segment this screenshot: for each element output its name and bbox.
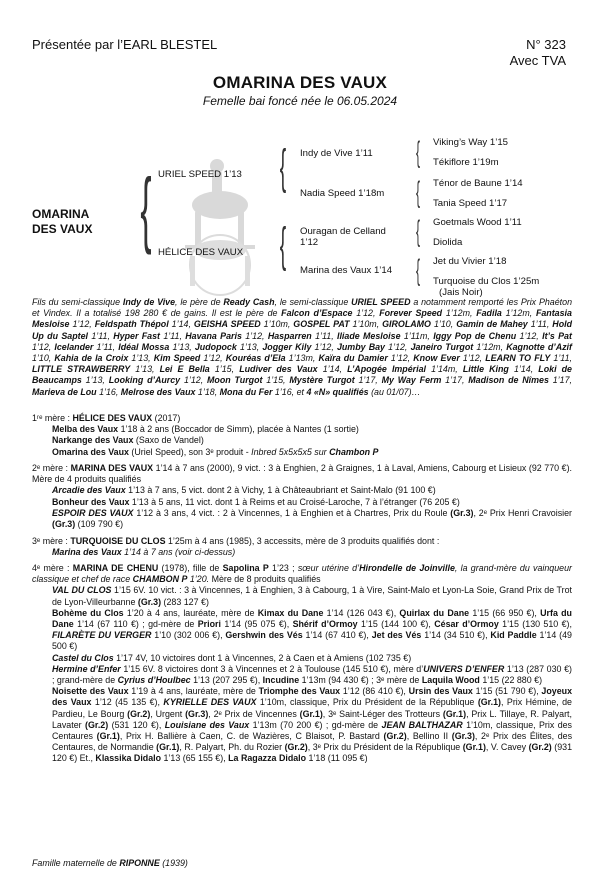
pedigree-bracket-dam: { — [279, 219, 287, 272]
second-dam-header: 2ᵉ mère : MARINA DES VAUX 1’14 à 7 ans (2000), 9 vict. : 3 à Enghien, 2 à Graignes, 1 à Laval, Amiens, Cabourg et Lisieux (92 770 €). Mère de 4 produits qualifiés — [32, 463, 572, 485]
pedigree-dd: Marina des Vaux 1’14 — [300, 265, 393, 276]
list-item: VAL DU CLOS 1’15 6V. 10 vict. : 3 à Vincennes, 1 à Enghien, 3 à Cabourg, 1 à Vire, Saint-Malo et Lyon-La Soie, Grand Prix de Trot de Lyon-Villeurbanne (Gr.3) (283 127 €) — [52, 585, 572, 607]
pedigree-bracket-main: { — [140, 161, 152, 255]
first-dam-section — [32, 413, 572, 458]
pedigree-horse-name: OMARINA DES VAUX — [32, 207, 93, 236]
fourth-dam-header: 4ᵉ mère : MARINA DE CHENU (1978), fille de Sapolina P 1’23 ; sœur utérine d’Hirondelle de Joinville, la grand-mère du vainqueur classique et chef de race CHAMBON P 1’20. Mère de 8 produits qualifiés — [32, 563, 573, 585]
first-dam-header: 1ʳᵉ mère : HÉLICE DES VAUX (2017) — [32, 413, 181, 423]
pedigree-dss: Goetmals Wood 1’11 — [433, 217, 522, 228]
pedigree-dam: HÉLICE DES VAUX — [158, 247, 244, 258]
pedigree-ds: Ouragan de Celland 1’12 — [300, 226, 386, 248]
pedigree-bracket-ds: { — [416, 215, 421, 248]
pedigree-sds: Ténor de Baune 1’14 — [433, 178, 523, 189]
list-item: Bonheur des Vaux 1’13 à 5 ans, 11 vict. dont 1 à Reims et au Croisé-Laroche, 7 à l’étranger (76 205 €) — [52, 496, 460, 507]
list-item: Marina des Vaux 1’14 à 7 ans (voir ci-dessus) — [52, 547, 236, 558]
list-item: Narkange des Vaux (Saxo de Vandel) — [52, 435, 204, 446]
third-dam-section — [32, 536, 572, 558]
pedigree-bracket-sd: { — [416, 176, 421, 209]
lot-info — [510, 37, 566, 69]
list-item: Hermine d’Enfer 1’15 6V. 8 victoires dont 3 à Vincennes et 2 à Toulouse (145 510 €), mère d’UNIVERS D’ENFER 1’13 (287 030 €) ; grand-mère de Cyrius d’Houlbec 1’13 (207 295 €), Incudine 1’13m (94 430 €) ; 3ᵉ mère de Laquila Wood 1’15 (22 880 €) — [52, 663, 573, 686]
pedigree-sdd: Tania Speed 1’17 — [433, 198, 508, 209]
third-dam-header: 3ᵉ mère : TURQUOISE DU CLOS 1’25m à 4 ans (1985), 3 accessits, mère de 3 produits qualifiés dont : — [32, 536, 440, 546]
presenter: Présentée par l’EARL BLESTEL — [32, 37, 218, 52]
list-item: Noisette des Vaux 1’19 à 4 ans, lauréate, mère de Triomphe des Vaux 1’12 (86 410 €), Ursin des Vaux 1’15 (51 790 €), Joyeux des Vaux 1’12 (45 135 €), KYRIELLE DES VAUX 1’10m, classique, Prix du Président de la République (Gr.1), Prix Hémine, de Pardieu, Le Bourg (Gr.2), Urgent (Gr.3), 2ᵉ Prix de Vincennes (Gr.1), 3ᵉ Saint-Léger des Trotteurs (Gr.1), Prix L. Tillaye, R. Palyart, Lavater (Gr.2) (531 120 €), Louisiane des Vaux 1’13m (70 200 €) ; gd-mère de JEAN BALTHAZAR 1’10m, classique, Prix des Centaures (Gr.1), Prix H. Ballière à Caen, C. de Wazières, C Blaisot, P. Bastard (Gr.2), Bellino II (Gr.3), 2ᵉ Prix des Élites, des Centaures, de Normandie (Gr.1), R. Palyart, Ph. du Rozier (Gr.2), 3ᵉ Prix du Président de la République (Gr.1), V. Cavey (Gr.2) (931 120 €) Et., Klassika Didalo 1’13 (65 155 €), La Ragazza Didalo 1’18 (11 095 €) — [52, 686, 573, 764]
pedigree-bracket-ss: { — [416, 136, 421, 169]
pedigree-sire: URIEL SPEED 1’13 — [158, 169, 242, 180]
pedigree-ss: Indy de Vive 1’11 — [300, 148, 373, 159]
list-item: Omarina des Vaux (Uriel Speed), son 3ᵉ produit - Inbred 5x5x5x5 sur Chambon P — [52, 446, 379, 457]
sire-paragraph: Fils du semi-classique Indy de Vive, le père de Ready Cash, le semi-classique URIEL SPEED a notamment remporté les Prix Phaéton et Vindex. Il a totalisé 198 280 € de gains. Il est le père de Falcon d’Espace 1’12, Forever Speed 1’12m, Fadila 1’12m, Fantasia Mesloise 1’12, Feldspath Thépol 1’14, GEISHA SPEED 1’10m, GOSPEL PAT 1’10m, GIROLAMO 1’10, Gamin de Mahey 1’11, Hold Up du Saptel 1’11, Hyper Fast 1’11, Havana Paris 1’12, Hasparren 1’11, Iliade Mesloise 1’11m, Iggy Pop de Chenu 1’12, It’s Pat 1’12, Icelander 1’11, Idéal Mossa 1’13, Judopock 1’13, Jogger Kily 1’12, Jumby Bay 1’12, Janeiro Turgot 1’12m, Kagnotte d’Azif 1’10, Kahia de la Croix 1’13, Kim Speed 1’12, Kouréas d’Ela 1’13m, Kaïra du Damier 1’12, Know Ever 1’12, LEARN TO FLY 1’11, LITTLE STRAWBERRY 1’13, Lei E Bella 1’15, Ludiver des Vaux 1’14, L’Apogée Impérial 1’14m, Little King 1’14, Loki de Beaucamps 1’13, Looking d’Aurcy 1’12, Moon Turgot 1’15, Mystère Turgot 1’17, My Way Ferm 1’17, Madison de Nîmes 1’17, Marieva de Lou 1’16, Melrose des Vaux 1’18, Mona du Fer 1’16, et 4 «N» qualifiés (au 01/07)… — [32, 297, 573, 397]
fourth-dam-section — [32, 563, 572, 765]
pedigree-ddd: Turquoise du Clos 1’25m (Jais Noir) — [433, 276, 540, 298]
horse-description: Femelle bai foncé née le 06.05.2024 — [202, 94, 398, 108]
list-item: Castel du Clos 1’17 4V, 10 victoires dont 1 à Vincennes, 2 à Caen et à Amiens (102 735 €) — [52, 652, 412, 663]
maternal-family: Famille maternelle de RIPONNE (1939) — [32, 858, 188, 868]
list-item: Melba des Vaux 1’18 à 2 ans (Boccador de Simm), placée à Nantes (1 sortie) — [52, 424, 359, 435]
pedigree-dsd: Diolida — [433, 237, 463, 248]
pedigree-bracket-dd: { — [416, 254, 421, 287]
pedigree-sd: Nadia Speed 1’18m — [300, 188, 385, 199]
list-item: Bohème du Clos 1’20 à 4 ans, lauréate, mère de Kimax du Dane 1’14 (126 043 €), Quirlax du Dane 1’15 (66 950 €), Urfa du Dane 1’14 (67 110 €) ; gd-mère de Priori 1’14 (95 075 €), Shérif d’Ormoy 1’15 (144 100 €), César d’Ormoy 1’15 (130 510 €), FILARÈTE DU VERGER 1’10 (302 006 €), Gershwin des Vés 1’14 (67 410 €), Jet des Vés 1’14 (34 510 €), Kid Paddle 1’14 (49 500 €) — [52, 607, 572, 652]
list-item: ESPOIR DES VAUX 1’12 à 3 ans, 4 vict. : 2 à Vincennes, 1 à Enghien et à Chartres, Prix du Roule (Gr.3), 2ᵉ Prix Henri Cravoisier (Gr.3) (109 790 €) — [52, 507, 572, 530]
horse-title: OMARINA DES VAUX — [212, 73, 388, 92]
pedigree-dds: Jet du Vivier 1’18 — [433, 256, 507, 267]
pedigree-sss: Viking’s Way 1’15 — [433, 137, 509, 148]
lot-number: N° 323 — [526, 37, 566, 52]
list-item: Arcadie des Vaux 1’13 à 7 ans, 5 vict. dont 2 à Vichy, 1 à Châteaubriant et Saint-Malo (91 100 €) — [52, 485, 436, 496]
trotter-silhouette-image-2 — [150, 228, 290, 298]
pedigree-ssd: Tékiflore 1’19m — [433, 157, 499, 168]
second-dam-section — [32, 463, 572, 530]
pedigree-bracket-sire: { — [279, 141, 287, 194]
tva-label: Avec TVA — [509, 53, 566, 68]
